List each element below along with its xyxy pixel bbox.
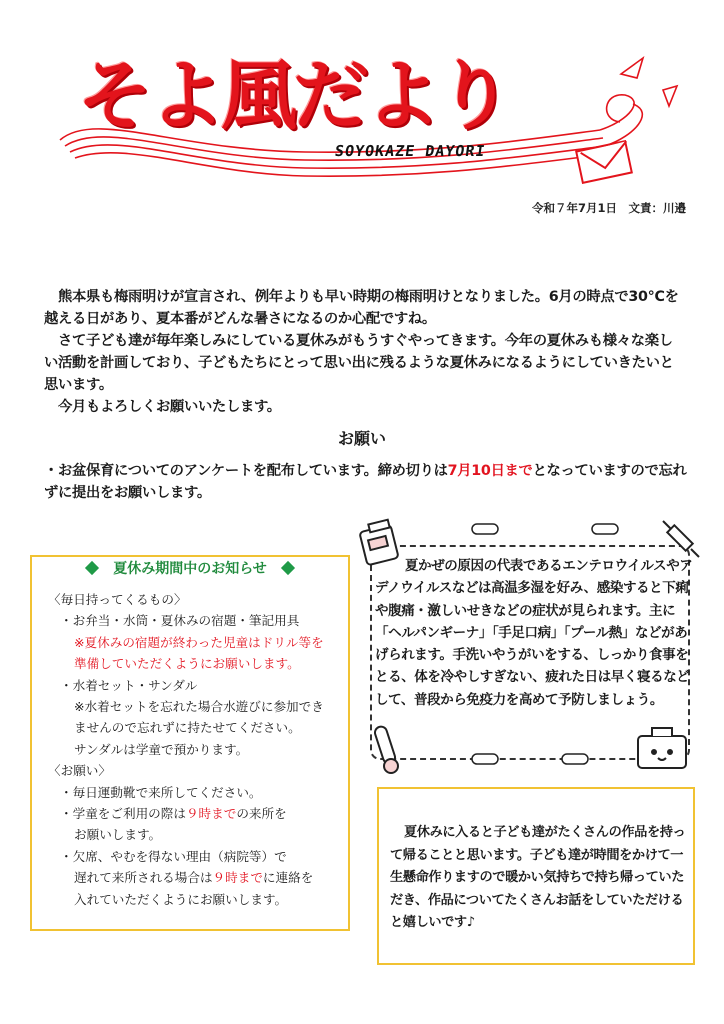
- notice-item: ・ お弁当・水筒・夏休みの宿題・筆記用具: [60, 610, 348, 631]
- dateline: 令和７年7月1日 文責：川邉: [531, 201, 686, 215]
- notice-content: [48, 589, 348, 910]
- notice-title-bar: [32, 555, 348, 581]
- notice-note: 遅れて来所される場合は９時までに連絡を: [74, 870, 314, 886]
- newsletter-title: そよ風だより: [77, 51, 509, 140]
- newsletter-subtitle: SOYOKAZE DAYORI: [333, 142, 487, 160]
- intro-paragraph-3: 今月もよろしくお願いいたします。: [58, 399, 281, 415]
- notice-note: サンダルは学童で預かります。: [74, 741, 249, 757]
- request-heading: お願い: [337, 429, 386, 448]
- intro-section: [44, 286, 684, 418]
- pill-icon: [590, 522, 620, 536]
- thermometer-icon: [365, 722, 405, 777]
- notice-note: ※夏休みの宿題が終わった児童はドリル等を: [74, 634, 324, 650]
- diamond-icon: [85, 561, 99, 575]
- pill-icon: [470, 522, 500, 536]
- notice-note: 準備していただくようにお願いします。: [74, 656, 300, 672]
- notice-item: ・ 欠席、やむを得ない理由（病院等）で: [60, 846, 348, 867]
- intro-paragraph-1: 熊本県も梅雨明けが宣言され、例年よりも早い時期の梅雨明けとなりました。6月の時点で30℃を越える日があり、夏本番がどんな暑さになるのか心配ですね。: [44, 289, 679, 327]
- notice-note: ませんので忘れずに持たせてください。: [74, 720, 301, 736]
- diamond-icon: [281, 561, 295, 575]
- pill-icon: [470, 752, 500, 766]
- notice-note: 入れていただくようにお願いします。: [74, 891, 288, 907]
- notice-section-heading: 〈お願い〉: [48, 763, 111, 779]
- pill-icon: [560, 752, 590, 766]
- artwork-text: 夏休みに入ると子ども達がたくさんの作品を持って帰ることと思います。子ども達が時間をかけて一生懸命作りますので暖かい気持ちで持ち帰っていただき、作品についてたくさんお話をしていただけると嬉しいです♪: [390, 825, 686, 930]
- summer-notice-box: [30, 555, 350, 931]
- notice-note: ※水着セットを忘れた場合水遊びに参加でき: [74, 699, 324, 715]
- deadline-highlight: 7月10日まで: [447, 463, 533, 479]
- request-body: ・お盆保育についてのアンケートを配布しています。締め切りは7月10日までとなっていますので忘れずに提出をお願いします。: [44, 463, 687, 501]
- notice-item: ・ 毎日運動靴で来所してください。: [60, 782, 348, 803]
- paper-plane-icon: [615, 48, 685, 118]
- intro-paragraph-2: さて子ども達が毎年楽しみにしている夏休みがもうすぐやってきます。今年の夏休みも様々な楽しい活動を計画しており、子どもたちにとって思い出に残るような夏休みになるようにしていきたいと思います。: [44, 333, 674, 393]
- notice-item: ・ 学童をご利用の際は９時までの来所を: [60, 803, 348, 824]
- masthead: [55, 40, 705, 210]
- envelope-icon: [575, 140, 635, 184]
- notice-note: お願いします。: [74, 827, 162, 843]
- summer-cold-text: 夏かぜの原因の代表であるエンテロウイルスやアデノウイルスなどは高温多湿を好み、感染すると下痢や腹痛・激しいせきなどの症状が見られます。主に「ヘルパンギーナ」「手足口病」「プール熱」などがあげられます。手洗いやうがいをする、しっかり食事をとる、体を冷やしすぎない、疲れた日は早く寝るなどして、普段から免疫力を高めて予防しましょう。: [375, 558, 693, 708]
- notice-title: 夏休み期間中のお知らせ: [111, 558, 269, 578]
- first-aid-kit-icon: [632, 720, 692, 775]
- notice-section-heading: 〈毎日持ってくるもの〉: [48, 592, 187, 607]
- notice-item: ・ 水着セット・サンダル: [60, 675, 348, 696]
